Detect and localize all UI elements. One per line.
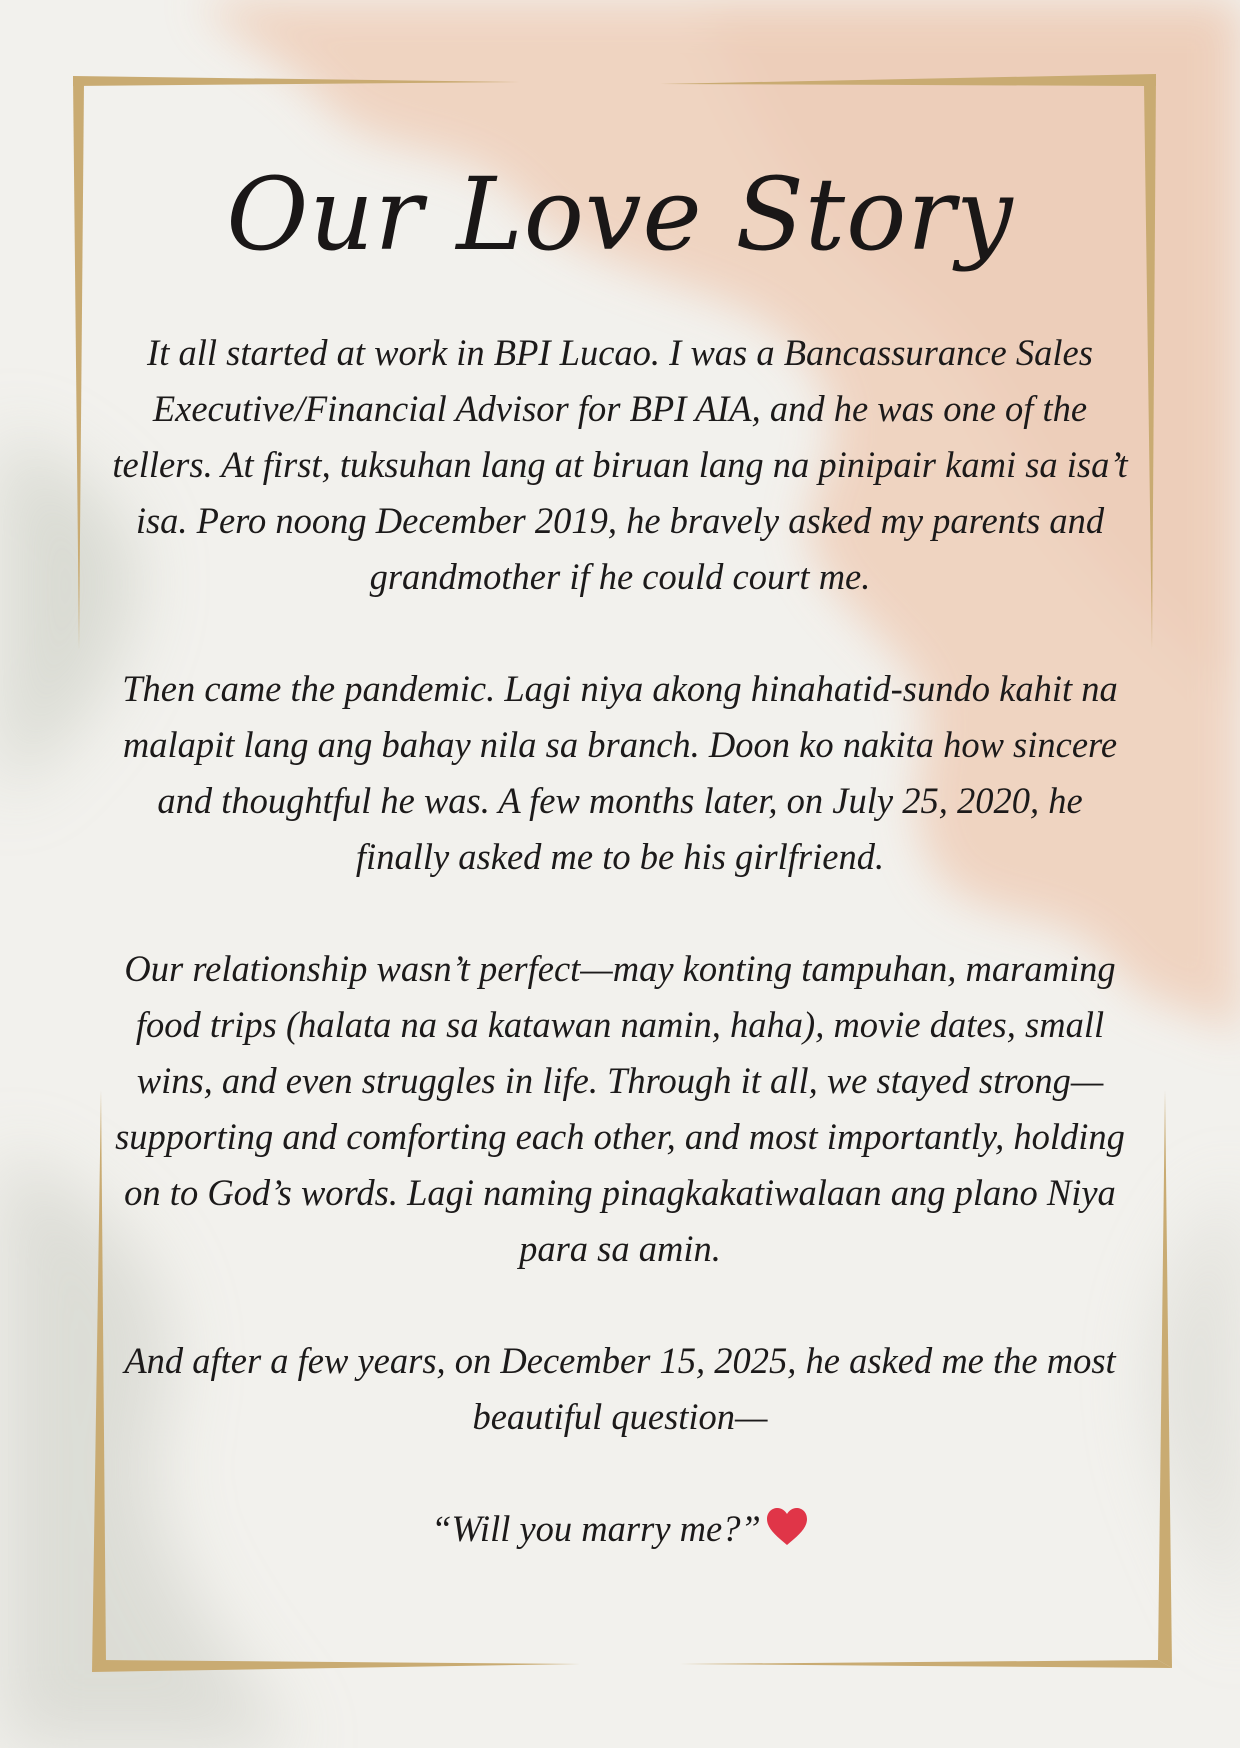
closing-quote-line [110, 1501, 1130, 1557]
heart-icon [765, 1507, 809, 1547]
story-paragraph-2: Then came the pandemic. Lagi niya akong hinahatid-sundo kahit na malapit lang ang bahay nila sa branch. Doon ko nakita how sincere and thoughtful he was. A few months later, on July 25, 2020, he finally asked me to be his girlfriend. [122, 668, 1118, 877]
story-paragraph-3: Our relationship wasn’t perfect—may konting tampuhan, maraming food trips (halata na sa katawan namin, haha), movie dates, small wins, and even struggles in life. Through it all, we stayed strong—supporting and comforting each other, and most importantly, holding on to God’s words. Lagi naming pinagkakatiwalaan ang plano Niya para sa amin. [115, 948, 1125, 1269]
frame-top-right [660, 74, 1156, 86]
frame-right-bottom [1158, 1090, 1172, 1668]
frame-left-bottom [92, 1090, 106, 1672]
frame-bottom-left [92, 1660, 580, 1672]
frame-bottom-right [680, 1660, 1172, 1668]
frame-top-left [73, 76, 520, 86]
love-story-text [110, 325, 1130, 1613]
story-paragraph-1: It all started at work in BPI Lucao. I was a Bancassurance Sales Executive/Financial Advisor for BPI AIA, and he was one of the tellers. At first, tuksuhan lang at biruan lang na pinipair kami sa isa’t isa. Pero noong December 2019, he bravely asked my parents and grandmother if he could court me. [112, 332, 1128, 597]
page-title: Our Love Story [226, 156, 1014, 273]
story-paragraph-4: And after a few years, on December 15, 2025, he asked me the most beautiful question— [124, 1340, 1116, 1437]
closing-quote: “Will you marry me?” [431, 1508, 761, 1549]
